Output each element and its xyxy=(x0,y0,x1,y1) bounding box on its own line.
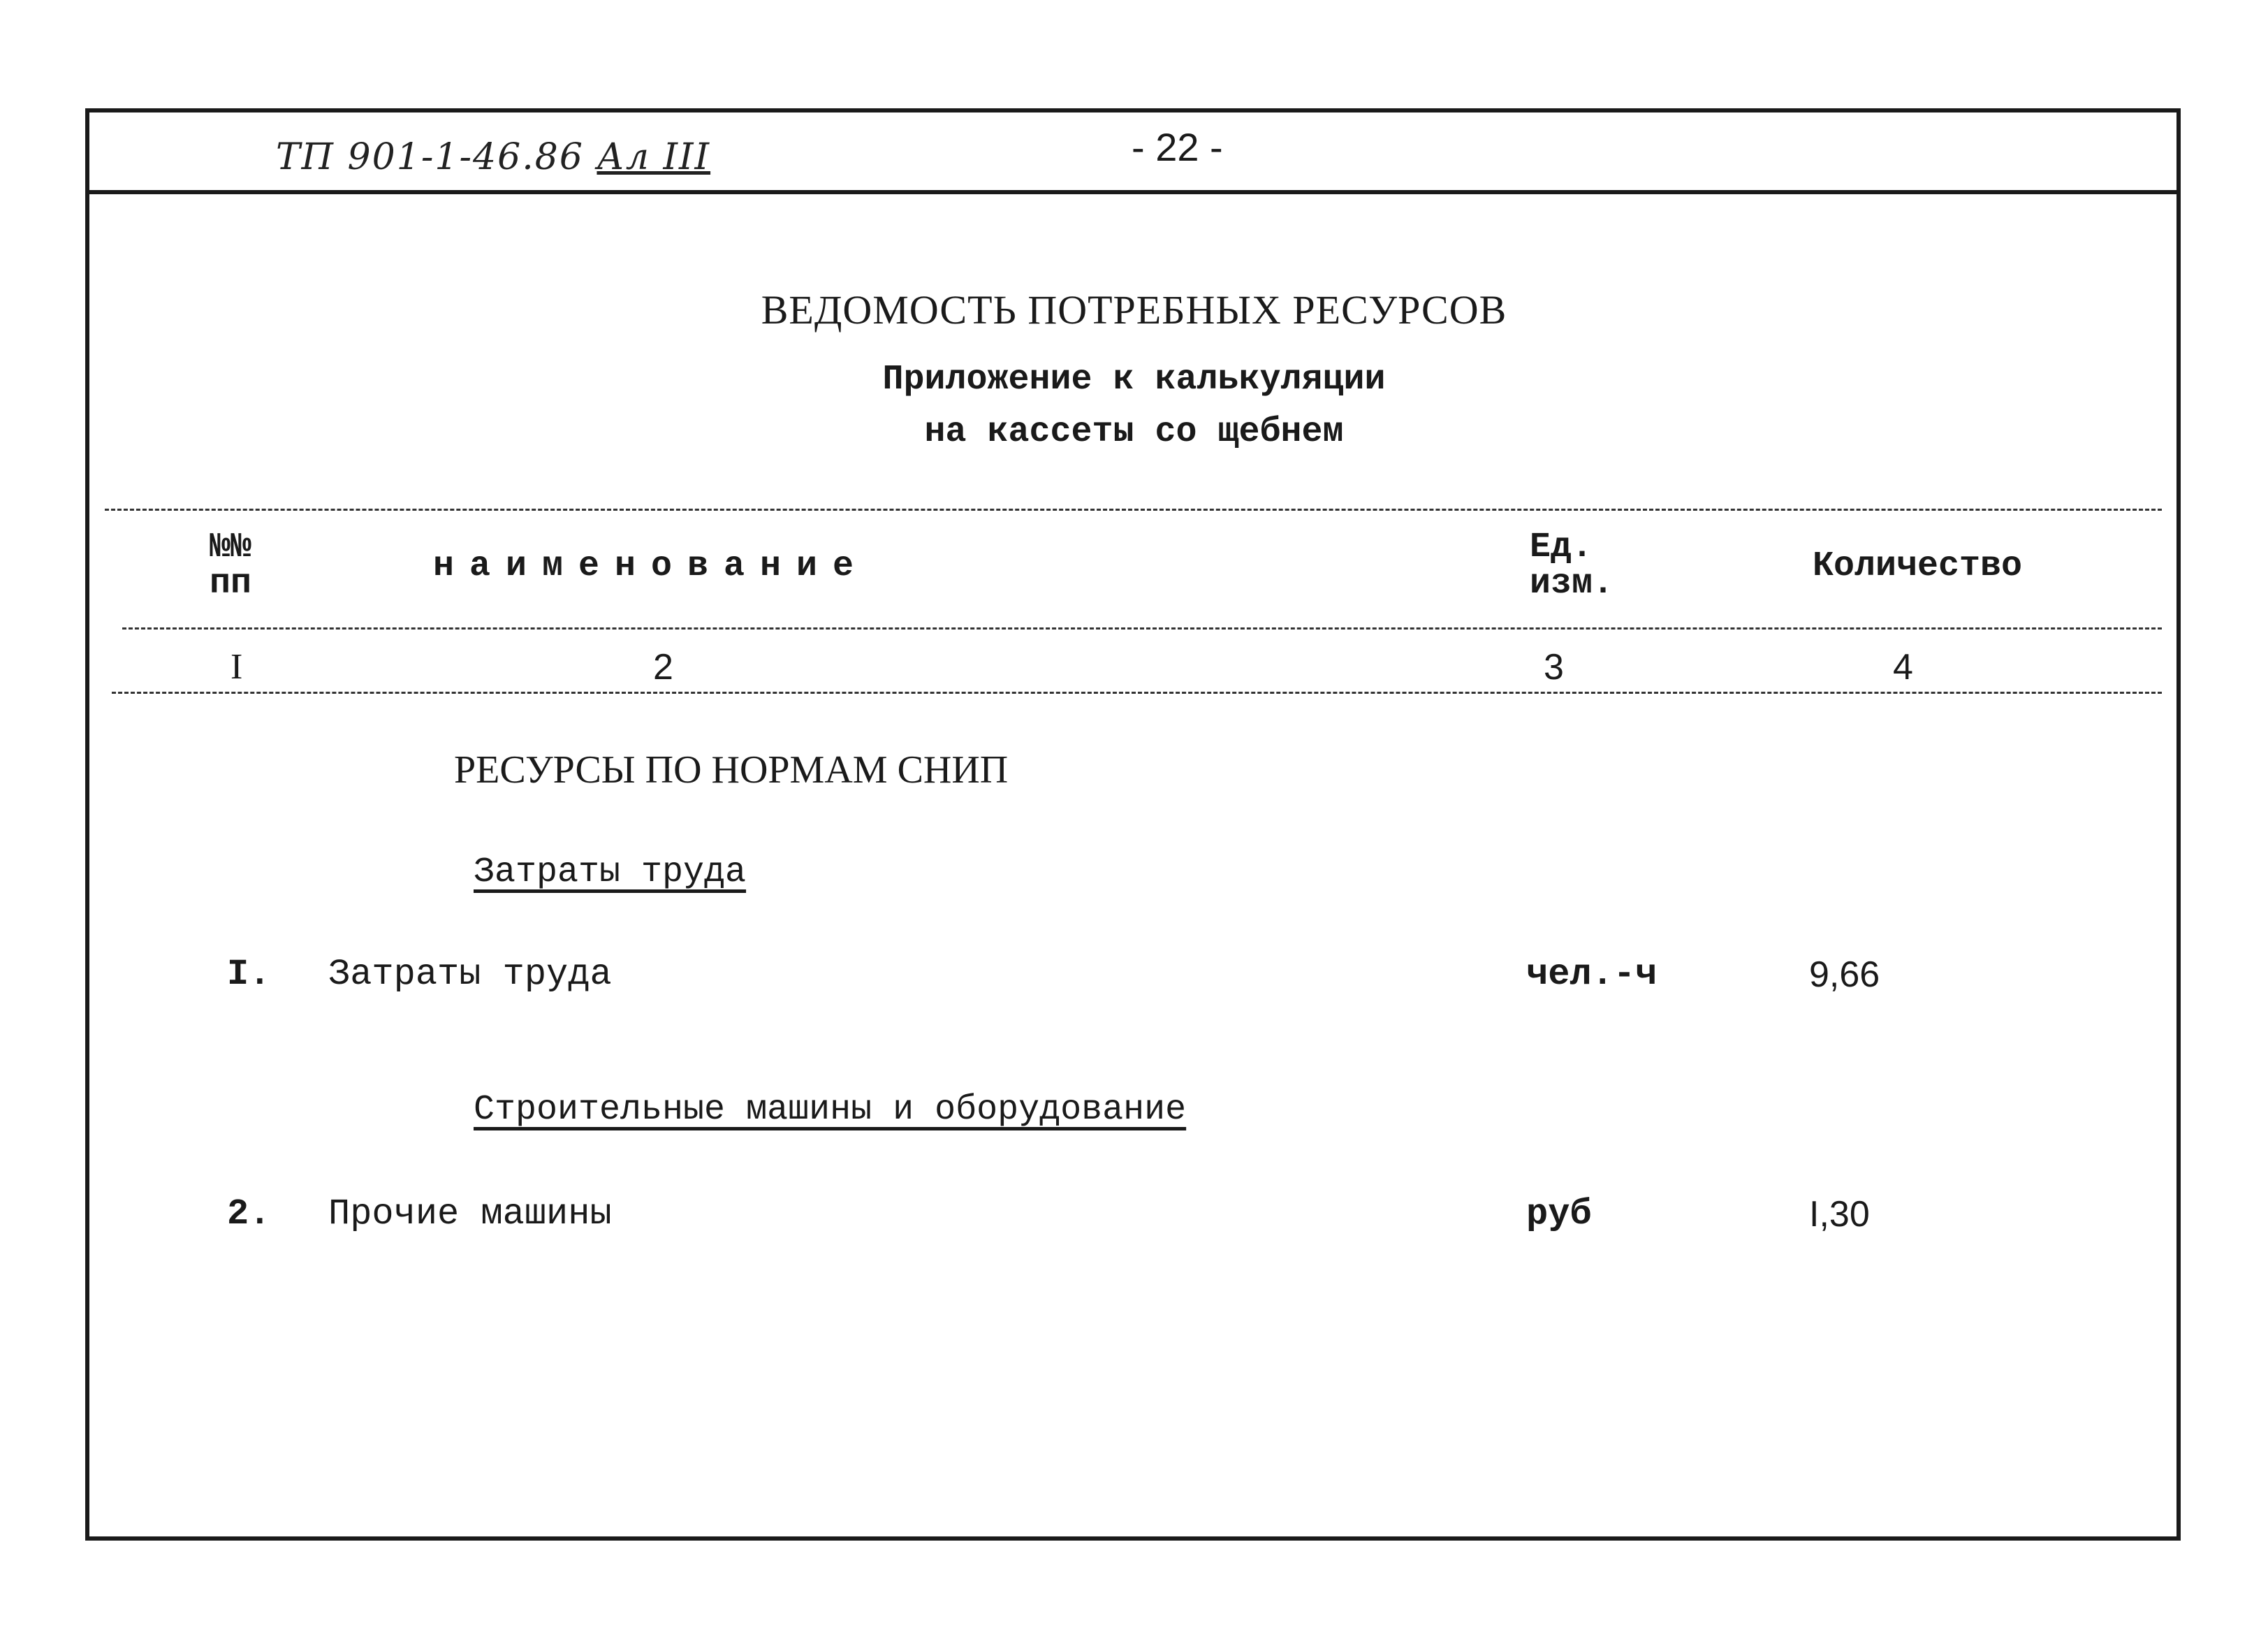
column-index-3: 3 xyxy=(1544,647,1564,688)
column-index-4: 4 xyxy=(1893,647,1913,688)
header-num-line1: №№ xyxy=(210,528,252,567)
group-title-machines: Строительные машины и оборудование xyxy=(474,1090,1187,1130)
header-unit xyxy=(1530,530,1614,602)
header-unit-line1: Ед. xyxy=(1530,528,1593,567)
header-quantity: Количество xyxy=(1813,546,2023,586)
index-bottom-rule xyxy=(112,692,2162,694)
header-divider xyxy=(85,190,2181,194)
header-unit-line2: изм. xyxy=(1530,564,1614,604)
document-title: ВЕДОМОСТЬ ПОТРЕБНЫХ РЕСУРСОВ xyxy=(761,287,1507,333)
section-title: РЕСУРСЫ ПО НОРМАМ СНИП xyxy=(454,748,1009,792)
column-index-1: I xyxy=(231,647,243,687)
row-2-num: 2. xyxy=(227,1193,271,1235)
document-subtitle-line2: на кассеты со щебнем xyxy=(924,412,1344,452)
table-top-rule xyxy=(105,509,2162,511)
column-index-2: 2 xyxy=(653,647,673,688)
row-1-unit: чел.-ч xyxy=(1526,954,1658,995)
document-stamp xyxy=(276,136,710,178)
row-2-name: Прочие машины xyxy=(328,1193,612,1235)
stamp-album: Ал III xyxy=(597,136,711,178)
row-2-unit: руб xyxy=(1526,1193,1592,1235)
row-1-name: Затраты труда xyxy=(328,954,612,995)
page-number: - 22 - xyxy=(1132,125,1223,169)
row-1-quantity: 9,66 xyxy=(1809,954,1880,995)
stamp-code: ТП 901-1-46.86 xyxy=(276,136,584,178)
row-1-num: I. xyxy=(227,954,271,995)
row-2-quantity: I,30 xyxy=(1809,1194,1870,1235)
header-bottom-rule xyxy=(122,627,2162,630)
header-name: наименование xyxy=(433,546,870,586)
header-num xyxy=(210,530,251,602)
group-title-labor: Затраты труда xyxy=(474,852,747,892)
document-subtitle-line1: Приложение к калькуляции xyxy=(882,360,1386,400)
header-num-line2: пп xyxy=(210,564,252,604)
